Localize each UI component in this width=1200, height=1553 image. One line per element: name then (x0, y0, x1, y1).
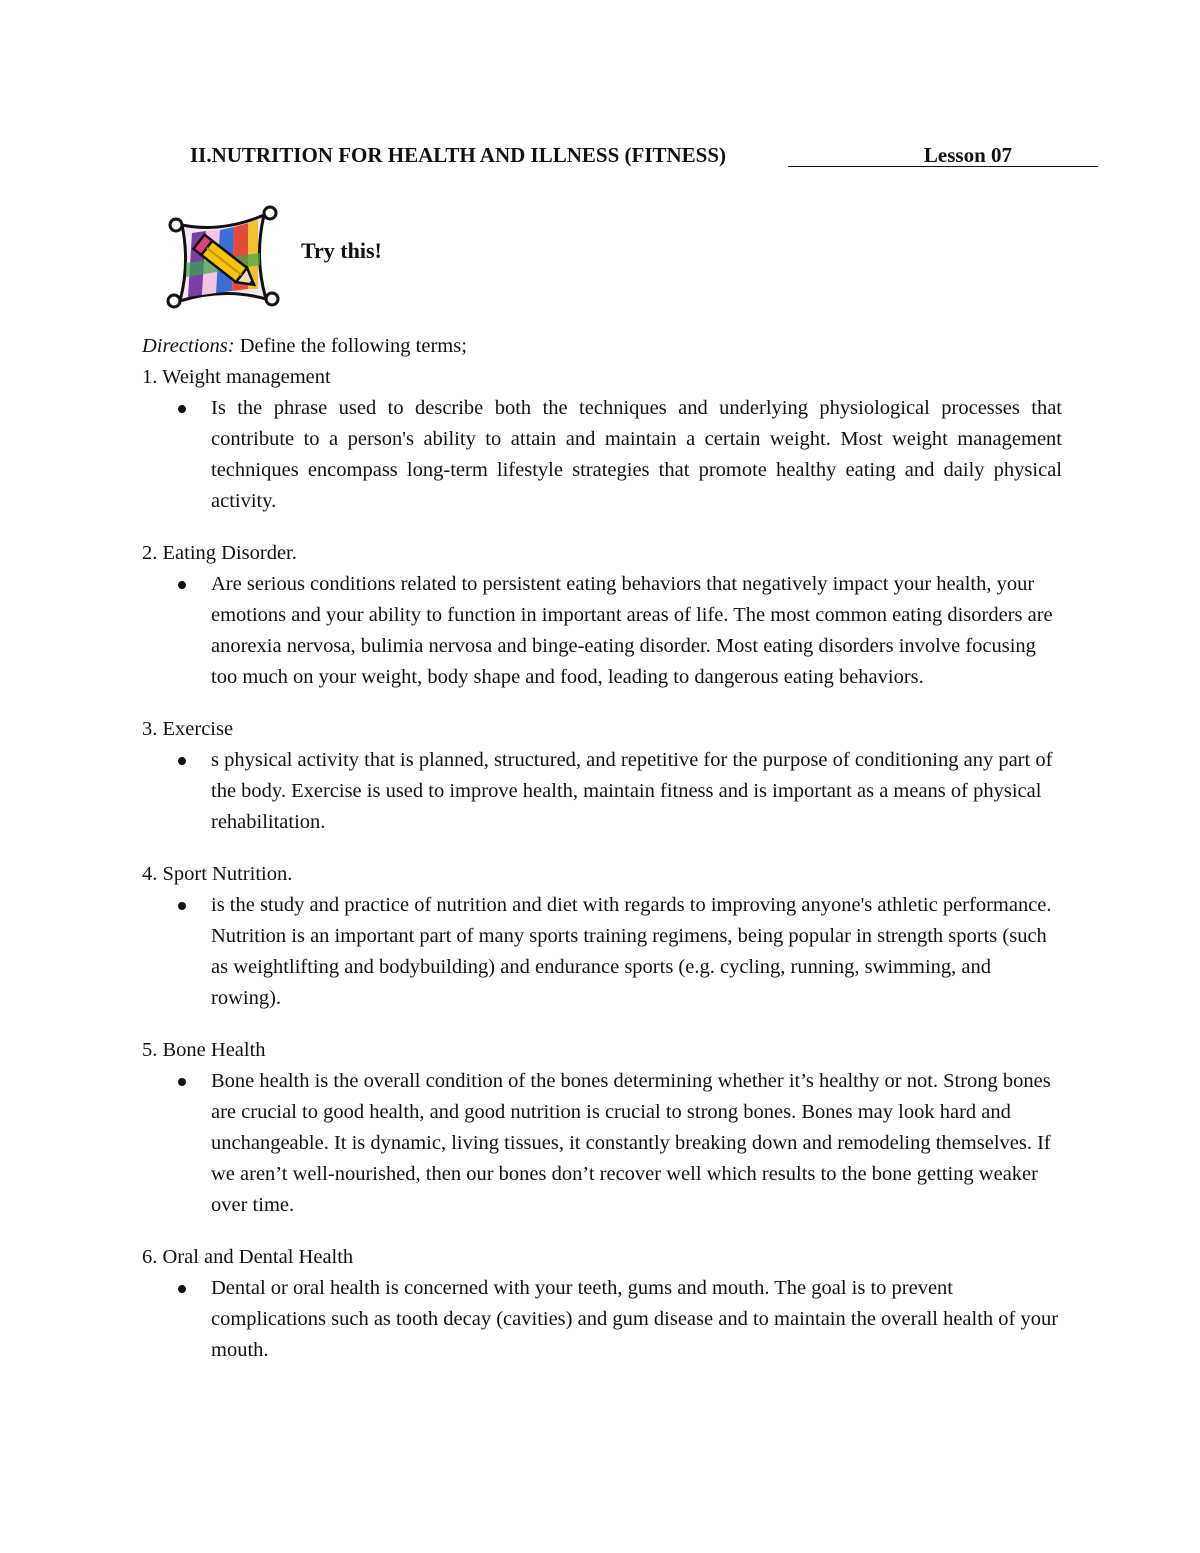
lesson-title: II.NUTRITION FOR HEALTH AND ILLNESS (FITNESS) (190, 143, 727, 167)
term-heading: 4. Sport Nutrition. (142, 863, 293, 885)
term-heading: 5. Bone Health (142, 1039, 266, 1061)
term-definition: Is the phrase used to describe both the techniques and underlying physiological processes that contribute to a person's ability to attain and maintain a certain weight. Most weight management techniques encompass long-term lifestyle strategies that promote healthy eating and daily physical activity. (211, 393, 1062, 517)
term-item (142, 538, 1062, 693)
term-item (142, 714, 1062, 838)
term-definition-list (142, 890, 1062, 1014)
directions (142, 331, 1062, 362)
term-definition-list (142, 569, 1062, 693)
term-definition: Dental or oral health is concerned with your teeth, gums and mouth. The goal is to prevent complications such as tooth decay (cavities) and gum disease and to maintain the overall health of your mouth. (211, 1273, 1062, 1366)
term-item (142, 1242, 1062, 1366)
term-definition-list (142, 393, 1062, 517)
lesson-number: Lesson 07 (923, 143, 1012, 167)
term-definition-list (142, 1066, 1062, 1221)
term-item (142, 1035, 1062, 1221)
term-definition-list (142, 745, 1062, 838)
term-definition: s physical activity that is planned, structured, and repetitive for the purpose of conditioning any part of the body. Exercise is used to improve health, maintain fitness and is important as a means of physical rehabilitation. (211, 745, 1062, 838)
definitions-body (142, 331, 1062, 1387)
term-definition-list (142, 1273, 1062, 1366)
directions-text: Define the following terms; (234, 335, 467, 357)
term-heading: 6. Oral and Dental Health (142, 1246, 354, 1268)
pencil-banner-icon (162, 203, 286, 309)
activity-label: Try this! (301, 238, 382, 263)
term-definition: is the study and practice of nutrition and diet with regards to improving anyone's athletic performance. Nutrition is an important part of many sports training regimens, being popular in strength sports (such as weightlifting and bodybuilding) and endurance sports (e.g. cycling, running, swimming, and rowing). (211, 890, 1062, 1014)
term-heading: 2. Eating Disorder. (142, 542, 297, 564)
term-definition: Are serious conditions related to persistent eating behaviors that negatively impact your health, your emotions and your ability to function in important areas of life. The most common eating disorders are anorexia nervosa, bulimia nervosa and binge-eating disorder. Most eating disorders involve focusing too much on your weight, body shape and food, leading to dangerous eating behaviors. (211, 569, 1062, 693)
term-item (142, 859, 1062, 1014)
term-item (142, 362, 1062, 517)
directions-label: Directions: (142, 335, 235, 357)
term-heading: 1. Weight management (142, 366, 331, 388)
term-definition: Bone health is the overall condition of the bones determining whether it’s healthy or not. Strong bones are crucial to good health, and good nutrition is crucial to strong bones. Bones may look hard and unchangeable. It is dynamic, living tissues, it constantly breaking down and remodeling themselves. If we aren’t well-nourished, then our bones don’t recover well which results to the bone getting weaker over time. (211, 1066, 1062, 1221)
term-heading: 3. Exercise (142, 718, 234, 740)
